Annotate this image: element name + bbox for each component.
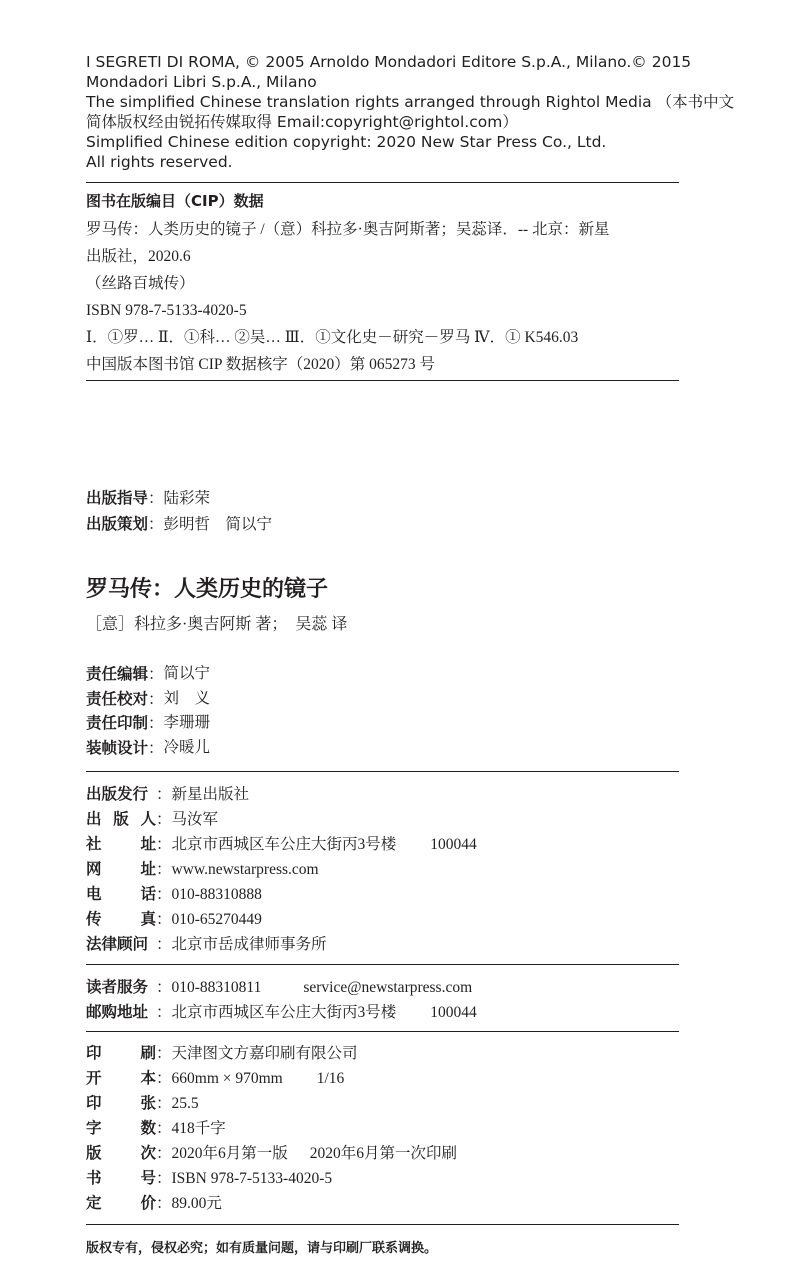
credit-row: 责任编辑 ： 简以宁 bbox=[86, 662, 210, 687]
cip-line: （丝路百城传） bbox=[86, 275, 195, 292]
credit-row: 责任印制 ： 李珊珊 bbox=[86, 711, 210, 736]
credit-label: 责任印制 bbox=[86, 714, 149, 732]
divider bbox=[86, 380, 679, 381]
info-label: 网 址 bbox=[86, 860, 156, 878]
cip-line: Ⅰ．①罗… Ⅱ．①科… ②吴… Ⅲ．①文化史－研究－罗马 Ⅳ．① K546.03 bbox=[86, 329, 579, 346]
divider bbox=[86, 182, 679, 183]
phone-value: 010-88310888 bbox=[171, 886, 262, 903]
info-row: 定 价 ： 89.00元 bbox=[86, 1191, 457, 1216]
info-value: 天津图文方嘉印刷有限公司 bbox=[171, 1045, 358, 1062]
info-label: 字 数 bbox=[86, 1119, 156, 1137]
book-title: 罗马传：人类历史的镜子 bbox=[86, 576, 329, 601]
divider bbox=[86, 964, 679, 965]
info-label: 开 本 bbox=[86, 1069, 156, 1087]
info-label: 读者服务 bbox=[86, 978, 149, 996]
info-row: 社 址 ： 北京市西城区车公庄大街丙3号楼 100044 bbox=[86, 832, 477, 857]
postal-code: 100044 bbox=[430, 1004, 477, 1021]
copyright-block bbox=[86, 52, 734, 172]
info-label: 印 刷 bbox=[86, 1044, 156, 1062]
price-value: 89.00元 bbox=[171, 1195, 222, 1212]
divider bbox=[86, 1224, 679, 1225]
copyright-line: 简体版权经由锐拓传媒取得 Email:copyright@rightol.com） bbox=[86, 113, 518, 131]
website-value: www.newstarpress.com bbox=[171, 861, 319, 878]
info-row: 网 址 ： www.newstarpress.com bbox=[86, 857, 477, 882]
divider bbox=[86, 771, 679, 772]
info-row: 开 本 ： 660mm × 970mm 1/16 bbox=[86, 1066, 457, 1091]
cip-line: 罗马传：人类历史的镜子 /（意）科拉多·奥吉阿斯著；吴蕊译．-- 北京：新星 bbox=[86, 221, 610, 238]
info-value: 418千字 bbox=[171, 1120, 226, 1137]
book-author: ［意］科拉多·奥吉阿斯 著； 吴蕊 译 bbox=[86, 616, 348, 633]
copyright-line: Simplified Chinese edition copyright: 2020 New Star Press Co., Ltd. bbox=[86, 133, 607, 151]
credit-row: 责任校对 ： 刘 义 bbox=[86, 687, 210, 712]
info-value: 新星出版社 bbox=[171, 786, 250, 803]
isbn-value: ISBN 978-7-5133-4020-5 bbox=[171, 1170, 333, 1187]
credit-value: 刘 义 bbox=[163, 689, 211, 707]
credit-row: 装帧设计 ： 冷暖儿 bbox=[86, 736, 210, 761]
info-row: 书 号 ： ISBN 978-7-5133-4020-5 bbox=[86, 1166, 457, 1191]
divider bbox=[86, 1031, 679, 1032]
credit-row: 出版指导 ： 陆彩荣 bbox=[86, 486, 272, 512]
info-row: 法律顾问 ： 北京市岳成律师事务所 bbox=[86, 932, 477, 957]
copyright-line: The simplified Chinese translation rights arranged through Rightol Media （本书中文 bbox=[86, 93, 735, 111]
credit-value: 冷暖儿 bbox=[163, 738, 211, 756]
address-value: 北京市西城区车公庄大街丙3号楼 bbox=[171, 1004, 397, 1021]
credit-value: 李珊珊 bbox=[163, 714, 211, 731]
credit-label: 责任编辑 bbox=[86, 665, 149, 683]
credit-label: 出版策划 bbox=[86, 514, 149, 533]
info-row: 邮购地址 ： 北京市西城区车公庄大街丙3号楼 100044 bbox=[86, 1000, 477, 1025]
info-label: 定 价 bbox=[86, 1194, 156, 1212]
info-label: 出版发行 bbox=[86, 785, 149, 803]
cip-line: 中国版本图书馆 CIP 数据核字（2020）第 065273 号 bbox=[86, 356, 436, 373]
printing-value: 2020年6月第一次印刷 bbox=[309, 1145, 458, 1162]
credit-value: 简以宁 bbox=[163, 665, 211, 682]
copyright-line: Mondadori Libri S.p.A., Milano bbox=[86, 73, 317, 91]
credit-label: 责任校对 bbox=[86, 689, 149, 708]
credit-row: 出版策划 ： 彭明哲 简以宁 bbox=[86, 512, 272, 538]
cip-line: 出版社，2020.6 bbox=[86, 248, 191, 265]
info-row: 传 真 ： 010-65270449 bbox=[86, 907, 477, 932]
info-label: 电 话 bbox=[86, 885, 156, 903]
info-value: 25.5 bbox=[171, 1095, 199, 1112]
phone-value: 010-88310811 bbox=[171, 979, 262, 996]
postal-code: 100044 bbox=[430, 836, 477, 853]
printing-info bbox=[86, 1041, 457, 1216]
publisher-info bbox=[86, 782, 477, 957]
info-label: 书 号 bbox=[86, 1169, 156, 1187]
info-value: 北京市岳成律师事务所 bbox=[171, 936, 327, 953]
info-value: 北京市西城区车公庄大街丙3号楼 bbox=[171, 836, 397, 853]
info-label: 社 址 bbox=[86, 835, 156, 853]
credit-value: 陆彩荣 bbox=[163, 490, 211, 507]
credit-label: 装帧设计 bbox=[86, 738, 149, 757]
info-label: 出 版 人 bbox=[86, 810, 156, 828]
info-value: 马汝军 bbox=[171, 811, 219, 828]
credit-label: 出版指导 bbox=[86, 489, 149, 507]
info-label: 印 张 bbox=[86, 1094, 156, 1112]
rights-notice: 版权专有，侵权必究；如有质量问题，请与印刷厂联系调换。 bbox=[86, 1241, 438, 1256]
format-value: 660mm × 970mm bbox=[171, 1070, 283, 1087]
info-label: 法律顾问 bbox=[86, 935, 149, 953]
info-row: 读者服务 ： 010-88310811 service@newstarpress.com bbox=[86, 975, 477, 1000]
publishing-guidance bbox=[86, 486, 272, 537]
reader-service bbox=[86, 975, 477, 1025]
info-row: 字 数 ： 418千字 bbox=[86, 1116, 457, 1141]
info-row: 版 次 ： 2020年6月第一版 2020年6月第一次印刷 bbox=[86, 1141, 457, 1166]
info-label: 邮购地址 bbox=[86, 1003, 149, 1021]
copyright-line: All rights reserved. bbox=[86, 153, 233, 171]
info-row: 印 张 ： 25.5 bbox=[86, 1091, 457, 1116]
info-label: 传 真 bbox=[86, 910, 156, 928]
cip-record bbox=[86, 216, 610, 378]
email-value: service@newstarpress.com bbox=[303, 979, 473, 996]
editorial-credits bbox=[86, 662, 210, 760]
info-label: 版 次 bbox=[86, 1144, 156, 1162]
format-fraction: 1/16 bbox=[316, 1070, 345, 1087]
info-row: 印 刷 ： 天津图文方嘉印刷有限公司 bbox=[86, 1041, 457, 1066]
info-row: 出 版 人 ： 马汝军 bbox=[86, 807, 477, 832]
fax-value: 010-65270449 bbox=[171, 911, 262, 928]
info-row: 出版发行 ： 新星出版社 bbox=[86, 782, 477, 807]
credit-value: 彭明哲 简以宁 bbox=[163, 515, 273, 533]
edition-value: 2020年6月第一版 bbox=[171, 1145, 288, 1162]
copyright-line: I SEGRETI DI ROMA, © 2005 Arnoldo Mondadori Editore S.p.A., Milano.© 2015 bbox=[86, 53, 692, 71]
info-row: 电 话 ： 010-88310888 bbox=[86, 882, 477, 907]
cip-title: 图书在版编目（CIP）数据 bbox=[86, 192, 264, 210]
cip-line: ISBN 978-7-5133-4020-5 bbox=[86, 302, 247, 319]
